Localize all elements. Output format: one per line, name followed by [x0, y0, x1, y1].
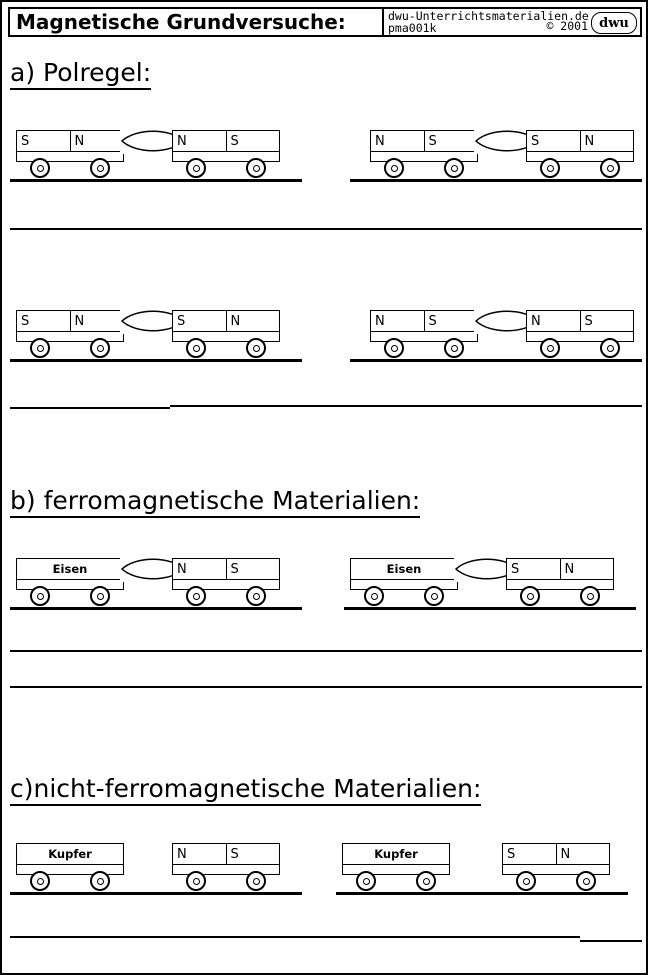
magnet-bar [16, 310, 124, 332]
pole-label-right: N [226, 311, 280, 331]
wheel [186, 158, 206, 178]
material-label: Kupfer [374, 847, 418, 861]
wheel [600, 338, 620, 358]
wheel [246, 338, 266, 358]
pole-label-right: S [580, 311, 634, 331]
cart-b-right2 [506, 558, 614, 606]
section-heading-c: c)nicht-ferromagnetische Materialien: [10, 774, 481, 803]
cart-a2-right1 [370, 310, 478, 358]
cart-a2-left1 [16, 310, 124, 358]
ground-line [10, 359, 302, 362]
pole-label-right: S [424, 131, 478, 151]
wheel [444, 338, 464, 358]
material-bar [342, 843, 450, 865]
ground-line [336, 892, 628, 895]
wheel [540, 338, 560, 358]
page-header [8, 7, 642, 37]
wheel [444, 158, 464, 178]
magnet-bar [172, 558, 280, 580]
header-meta [384, 7, 642, 37]
wheel [186, 586, 206, 606]
magnet-bar [526, 310, 634, 332]
wheel [30, 871, 50, 891]
material-bar [350, 558, 458, 580]
pole-label-left: N [177, 133, 187, 149]
material-bar [16, 843, 124, 865]
wheel [580, 586, 600, 606]
pole-label-left: S [21, 133, 30, 149]
header-copyright: © 2001 [546, 19, 588, 33]
pole-label-right: N [70, 131, 124, 151]
ground-line [10, 179, 302, 182]
pole-label-left: N [177, 846, 187, 862]
header-code: pma001k [388, 21, 437, 35]
wheel [246, 586, 266, 606]
pole-label-right: N [580, 131, 634, 151]
answer-line [580, 940, 642, 942]
wheel [186, 338, 206, 358]
wheel [90, 338, 110, 358]
cart-c-left1 [16, 843, 124, 891]
pole-label-left: N [177, 561, 187, 577]
magnet-bar [370, 130, 478, 152]
cart-a1-right2 [526, 130, 634, 178]
wheel [186, 871, 206, 891]
cart-a1-left1 [16, 130, 124, 178]
material-label: Eisen [386, 562, 422, 576]
ground-line [350, 359, 642, 362]
cart-c-left2 [172, 843, 280, 891]
pole-label-right: N [560, 559, 614, 579]
dwu-logo-icon: dwu [591, 12, 637, 34]
material-bar [16, 558, 124, 580]
answer-line [10, 686, 642, 688]
pole-label-left: N [375, 313, 385, 329]
cart-c-right2 [502, 843, 610, 891]
wheel [30, 338, 50, 358]
pole-label-left: N [375, 133, 385, 149]
wheel [600, 158, 620, 178]
ground-line [10, 607, 302, 610]
answer-line [10, 936, 580, 938]
pole-label-left: N [531, 313, 541, 329]
page-title: Magnetische Grundversuche: [8, 7, 384, 37]
wheel [364, 586, 384, 606]
wheel [246, 871, 266, 891]
wheel [416, 871, 436, 891]
material-label: Eisen [52, 562, 88, 576]
magnet-bar [506, 558, 614, 580]
pole-label-left: S [531, 133, 540, 149]
cart-a1-left2 [172, 130, 280, 178]
cart-a1-right1 [370, 130, 478, 178]
answer-line [10, 407, 170, 409]
header-site: dwu-Unterrichtsmaterialien.de [388, 9, 589, 23]
pole-label-left: S [21, 313, 30, 329]
magnet-bar [370, 310, 478, 332]
magnet-bar [172, 130, 280, 152]
cart-c-right1 [342, 843, 450, 891]
material-label: Kupfer [48, 847, 92, 861]
cart-b-left2 [172, 558, 280, 606]
wheel [356, 871, 376, 891]
magnet-bar [526, 130, 634, 152]
answer-line [10, 228, 642, 230]
pole-label-left: S [177, 313, 186, 329]
wheel [246, 158, 266, 178]
pole-label-right: S [424, 311, 478, 331]
wheel [520, 586, 540, 606]
wheel [384, 338, 404, 358]
cart-a2-left2 [172, 310, 280, 358]
cart-a2-right2 [526, 310, 634, 358]
wheel [30, 158, 50, 178]
cart-b-left1 [16, 558, 124, 606]
section-heading-b: b) ferromagnetische Materialien: [10, 486, 420, 515]
wheel [90, 158, 110, 178]
ground-line [10, 892, 302, 895]
wheel [90, 586, 110, 606]
pole-label-right: S [226, 844, 280, 864]
magnet-bar [16, 130, 124, 152]
answer-line [170, 405, 642, 407]
ground-line [350, 179, 642, 182]
magnet-bar [502, 843, 610, 865]
pole-label-right: N [556, 844, 610, 864]
pole-label-right: N [70, 311, 124, 331]
wheel [384, 158, 404, 178]
wheel [30, 586, 50, 606]
answer-line [10, 650, 642, 652]
pole-label-left: S [507, 846, 516, 862]
ground-line [344, 607, 636, 610]
pole-label-left: S [511, 561, 520, 577]
pole-label-right: S [226, 559, 280, 579]
wheel [576, 871, 596, 891]
pole-label-right: S [226, 131, 280, 151]
magnet-bar [172, 843, 280, 865]
cart-b-right1 [350, 558, 458, 606]
wheel [90, 871, 110, 891]
section-heading-a: a) Polregel: [10, 58, 151, 87]
magnet-bar [172, 310, 280, 332]
wheel [540, 158, 560, 178]
wheel [516, 871, 536, 891]
wheel [424, 586, 444, 606]
